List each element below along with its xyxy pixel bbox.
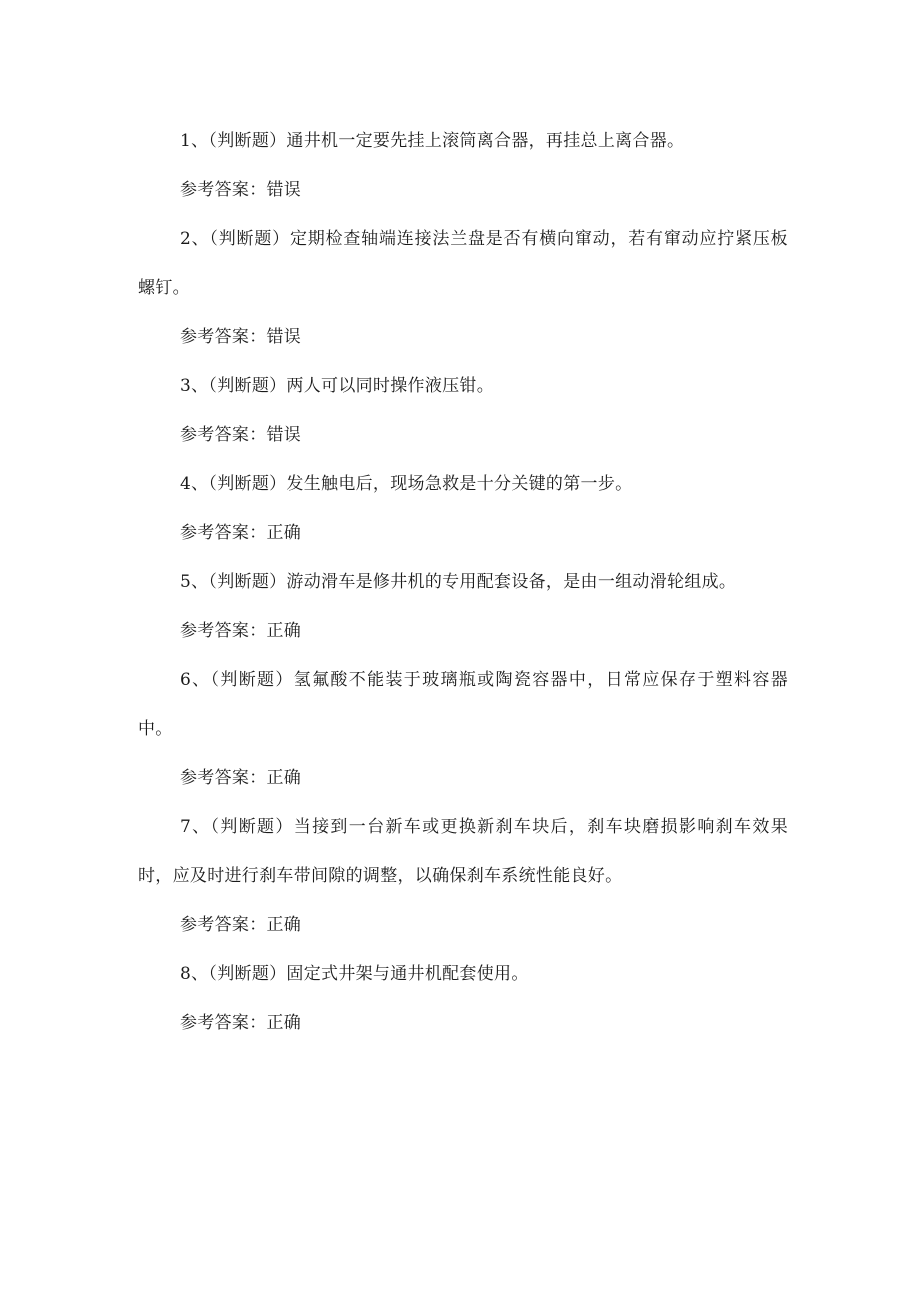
answer-3: 参考答案：错误: [180, 425, 302, 445]
answer-4: 参考答案：正确: [180, 523, 302, 543]
answer-5: 参考答案：正确: [180, 621, 302, 641]
question-1: 1、（判断题）通井机一定要先挂上滚筒离合器，再挂总上离合器。: [180, 131, 685, 151]
question-5: 5、（判断题）游动滑车是修井机的专用配套设备，是由一组动滑轮组成。: [180, 572, 737, 592]
answer-7: 参考答案：正确: [180, 915, 302, 935]
question-6: 6、（判断题）氢氟酸不能装于玻璃瓶或陶瓷容器中，日常应保存于塑料容器中。: [138, 670, 788, 739]
answer-2: 参考答案：错误: [180, 327, 302, 347]
answer-6: 参考答案：正确: [180, 768, 302, 788]
question-3: 3、（判断题）两人可以同时操作液压钳。: [180, 376, 495, 396]
answer-1: 参考答案：错误: [180, 180, 302, 200]
answer-8: 参考答案：正确: [180, 1013, 302, 1033]
question-7: 7、（判断题）当接到一台新车或更换新刹车块后，刹车块磨损影响刹车效果时，应及时进行刹车带间隙的调整，以确保刹车系统性能良好。: [138, 817, 788, 886]
question-list: [138, 117, 788, 1048]
question-2: 2、（判断题）定期检查轴端连接法兰盘是否有横向窜动，若有窜动应拧紧压板螺钉。: [138, 229, 788, 298]
question-8: 8、（判断题）固定式井架与通井机配套使用。: [180, 964, 529, 984]
question-4: 4、（判断题）发生触电后，现场急救是十分关键的第一步。: [180, 474, 633, 494]
